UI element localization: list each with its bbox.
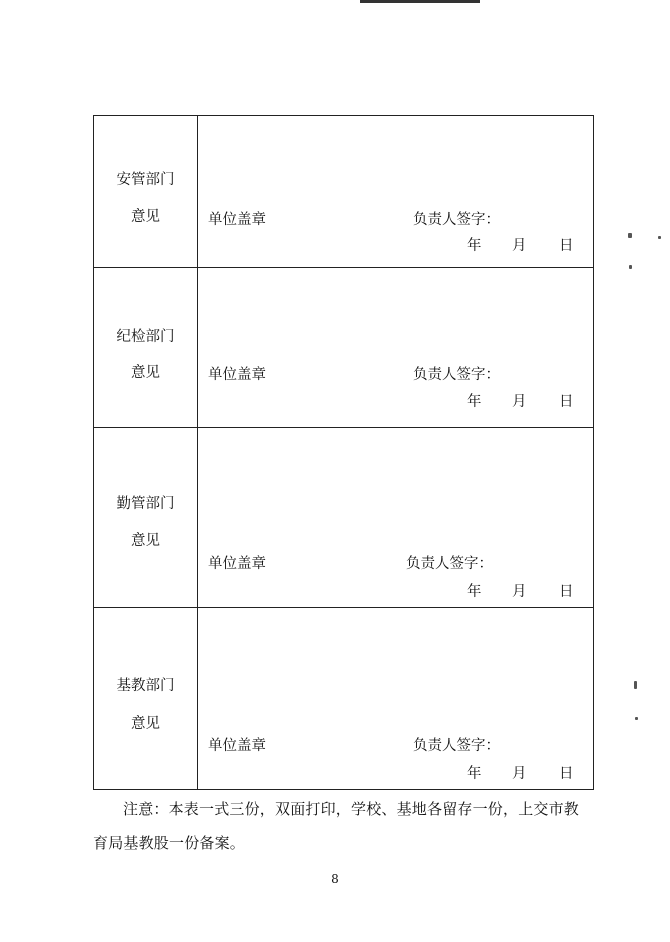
day-label: 日 xyxy=(559,766,574,782)
seal-label: 单位盖章 xyxy=(208,556,266,572)
scan-speck xyxy=(629,265,632,269)
scan-speck xyxy=(635,717,638,720)
scan-speck xyxy=(658,236,661,239)
month-label: 月 xyxy=(512,584,527,600)
opinion-field[interactable] xyxy=(198,268,594,428)
dept-name: 安管部门 xyxy=(116,172,175,188)
signature-label: 负责人签字： xyxy=(413,212,500,228)
opinion-label: 意见 xyxy=(131,365,160,381)
page-number: 8 xyxy=(331,872,339,886)
signature-label: 负责人签字： xyxy=(406,556,493,572)
section-row-3 xyxy=(94,428,594,608)
opinion-field[interactable] xyxy=(198,428,594,608)
year-label: 年 xyxy=(467,766,482,782)
day-label: 日 xyxy=(559,394,574,410)
dept-name: 勤管部门 xyxy=(116,496,175,512)
opinion-label: 意见 xyxy=(131,533,160,549)
scan-speck xyxy=(628,233,632,238)
signature-label: 负责人签字： xyxy=(413,367,500,383)
seal-label: 单位盖章 xyxy=(208,738,266,754)
year-label: 年 xyxy=(467,394,482,410)
signature-label: 负责人签字： xyxy=(413,738,500,754)
month-label: 月 xyxy=(512,238,527,254)
seal-label: 单位盖章 xyxy=(208,367,266,383)
day-label: 日 xyxy=(559,584,574,600)
day-label: 日 xyxy=(559,238,574,254)
opinion-label: 意见 xyxy=(131,209,160,225)
scan-top-mark xyxy=(360,0,480,3)
year-label: 年 xyxy=(467,584,482,600)
dept-label-cell xyxy=(94,608,198,790)
opinion-field[interactable] xyxy=(198,608,594,790)
dept-label-cell xyxy=(94,428,198,608)
dept-label-cell xyxy=(94,268,198,428)
opinion-label: 意见 xyxy=(131,716,160,732)
section-row-1 xyxy=(94,116,594,268)
opinion-field[interactable] xyxy=(198,116,594,268)
month-label: 月 xyxy=(512,766,527,782)
dept-label-cell xyxy=(94,116,198,268)
section-row-2 xyxy=(94,268,594,428)
approval-form-table xyxy=(93,115,594,790)
seal-label: 单位盖章 xyxy=(208,212,266,228)
section-row-4 xyxy=(94,608,594,790)
note-line-1: 注意：本表一式三份，双面打印，学校、基地各留存一份，上交市教 xyxy=(123,800,580,818)
note-line-2: 育局基教股一份备案。 xyxy=(93,834,246,852)
dept-name: 基教部门 xyxy=(116,678,175,694)
scan-speck xyxy=(634,681,637,689)
year-label: 年 xyxy=(467,238,482,254)
dept-name: 纪检部门 xyxy=(116,329,175,345)
month-label: 月 xyxy=(512,394,527,410)
